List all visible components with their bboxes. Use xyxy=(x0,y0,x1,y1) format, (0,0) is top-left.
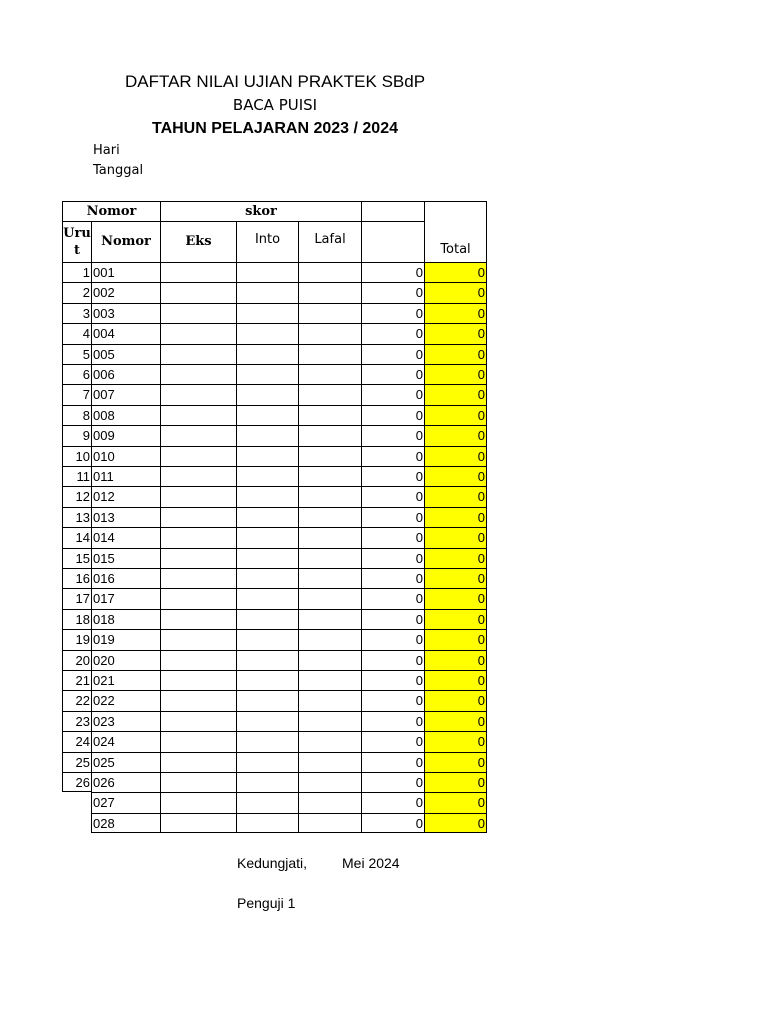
cell-lafal xyxy=(298,609,361,629)
cell-total: 0 xyxy=(424,650,487,670)
cell-nomor: 026 xyxy=(91,772,160,792)
cell-eks xyxy=(160,792,236,812)
cell-sum: 0 xyxy=(361,364,424,384)
cell-sum: 0 xyxy=(361,282,424,302)
header-into: Into xyxy=(236,221,298,262)
cell-urut: 4 xyxy=(62,323,91,343)
cell-lafal xyxy=(298,384,361,404)
cell-into xyxy=(236,323,298,343)
cell-lafal xyxy=(298,690,361,710)
cell-total: 0 xyxy=(424,262,487,282)
cell-into xyxy=(236,425,298,445)
cell-lafal xyxy=(298,262,361,282)
cell-eks xyxy=(160,690,236,710)
cell-urut: 20 xyxy=(62,650,91,670)
cell-sum: 0 xyxy=(361,792,424,812)
header-lafal: Lafal xyxy=(298,221,361,262)
cell-nomor: 005 xyxy=(91,344,160,364)
cell-urut: 19 xyxy=(62,629,91,649)
cell-urut: 26 xyxy=(62,772,91,792)
cell-lafal xyxy=(298,344,361,364)
cell-eks xyxy=(160,650,236,670)
cell-into xyxy=(236,507,298,527)
cell-into xyxy=(236,731,298,751)
cell-sum: 0 xyxy=(361,588,424,608)
cell-nomor: 004 xyxy=(91,323,160,343)
cell-total: 0 xyxy=(424,731,487,751)
cell-total: 0 xyxy=(424,568,487,588)
cell-nomor: 016 xyxy=(91,568,160,588)
header-total: Total xyxy=(424,201,487,262)
cell-nomor: 024 xyxy=(91,731,160,751)
cell-lafal xyxy=(298,792,361,812)
cell-nomor: 023 xyxy=(91,711,160,731)
cell-sum: 0 xyxy=(361,813,424,833)
cell-urut: 1 xyxy=(62,262,91,282)
cell-urut: 9 xyxy=(62,425,91,445)
cell-urut: 17 xyxy=(62,588,91,608)
cell-into xyxy=(236,344,298,364)
cell-urut: 23 xyxy=(62,711,91,731)
cell-eks xyxy=(160,323,236,343)
cell-total: 0 xyxy=(424,507,487,527)
cell-into xyxy=(236,262,298,282)
cell-nomor: 025 xyxy=(91,752,160,772)
cell-eks xyxy=(160,731,236,751)
cell-sum: 0 xyxy=(361,650,424,670)
cell-eks xyxy=(160,548,236,568)
cell-nomor: 007 xyxy=(91,384,160,404)
academic-year-line: TAHUN PELAJARAN 2023 / 2024 xyxy=(151,120,398,137)
document-title: DAFTAR NILAI UJIAN PRAKTEK SBdP xyxy=(124,72,426,91)
cell-lafal xyxy=(298,527,361,547)
hari-label: Hari xyxy=(93,143,120,158)
cell-into xyxy=(236,282,298,302)
signature-place: Kedungjati, xyxy=(237,855,308,871)
cell-into xyxy=(236,384,298,404)
header-eks: Eks xyxy=(160,221,236,262)
cell-eks xyxy=(160,711,236,731)
cell-urut: 5 xyxy=(62,344,91,364)
cell-total: 0 xyxy=(424,588,487,608)
cell-urut: 18 xyxy=(62,609,91,629)
cell-total: 0 xyxy=(424,303,487,323)
cell-sum: 0 xyxy=(361,384,424,404)
cell-lafal xyxy=(298,650,361,670)
cell-lafal xyxy=(298,731,361,751)
cell-into xyxy=(236,813,298,833)
cell-lafal xyxy=(298,670,361,690)
cell-eks xyxy=(160,384,236,404)
cell-into xyxy=(236,548,298,568)
cell-nomor: 008 xyxy=(91,405,160,425)
cell-sum: 0 xyxy=(361,629,424,649)
cell-sum: 0 xyxy=(361,303,424,323)
cell-sum: 0 xyxy=(361,609,424,629)
cell-lafal xyxy=(298,752,361,772)
cell-sum: 0 xyxy=(361,772,424,792)
cell-into xyxy=(236,609,298,629)
cell-sum: 0 xyxy=(361,690,424,710)
cell-total: 0 xyxy=(424,446,487,466)
cell-sum: 0 xyxy=(361,568,424,588)
cell-total: 0 xyxy=(424,323,487,343)
cell-lafal xyxy=(298,772,361,792)
document-subtitle: BACA PUISI xyxy=(232,96,318,114)
header-nomor-group: Nomor xyxy=(62,201,160,221)
header-nomor: Nomor xyxy=(91,221,160,262)
cell-nomor: 003 xyxy=(91,303,160,323)
cell-nomor: 021 xyxy=(91,670,160,690)
cell-urut: 8 xyxy=(62,405,91,425)
cell-total: 0 xyxy=(424,548,487,568)
cell-urut: 2 xyxy=(62,282,91,302)
cell-lafal xyxy=(298,629,361,649)
cell-nomor: 017 xyxy=(91,588,160,608)
cell-sum: 0 xyxy=(361,446,424,466)
cell-sum: 0 xyxy=(361,507,424,527)
cell-lafal xyxy=(298,568,361,588)
cell-lafal xyxy=(298,364,361,384)
header-skor-group: skor xyxy=(160,201,361,221)
cell-sum: 0 xyxy=(361,527,424,547)
cell-into xyxy=(236,772,298,792)
cell-eks xyxy=(160,813,236,833)
cell-eks xyxy=(160,629,236,649)
cell-total: 0 xyxy=(424,690,487,710)
cell-total: 0 xyxy=(424,711,487,731)
cell-sum: 0 xyxy=(361,752,424,772)
cell-nomor: 027 xyxy=(91,792,160,812)
tanggal-label: Tanggal xyxy=(93,163,144,178)
cell-nomor: 019 xyxy=(91,629,160,649)
cell-into xyxy=(236,568,298,588)
cell-lafal xyxy=(298,405,361,425)
cell-urut: 3 xyxy=(62,303,91,323)
cell-urut: 11 xyxy=(62,466,91,486)
cell-urut: 13 xyxy=(62,507,91,527)
cell-sum: 0 xyxy=(361,466,424,486)
cell-sum: 0 xyxy=(361,731,424,751)
cell-nomor: 011 xyxy=(91,466,160,486)
signature-date: Mei 2024 xyxy=(342,855,400,871)
header-blank-cell xyxy=(361,201,424,221)
cell-urut: 12 xyxy=(62,486,91,506)
cell-into xyxy=(236,486,298,506)
cell-into xyxy=(236,303,298,323)
cell-sum: 0 xyxy=(361,548,424,568)
cell-eks xyxy=(160,752,236,772)
cell-urut: 22 xyxy=(62,690,91,710)
cell-nomor: 018 xyxy=(91,609,160,629)
header-blank-cell xyxy=(361,221,424,262)
cell-urut: 25 xyxy=(62,752,91,772)
cell-nomor: 002 xyxy=(91,282,160,302)
cell-lafal xyxy=(298,323,361,343)
cell-nomor: 014 xyxy=(91,527,160,547)
cell-eks xyxy=(160,466,236,486)
cell-total: 0 xyxy=(424,752,487,772)
cell-urut: 24 xyxy=(62,731,91,751)
cell-nomor: 022 xyxy=(91,690,160,710)
cell-eks xyxy=(160,282,236,302)
cell-eks xyxy=(160,486,236,506)
cell-lafal xyxy=(298,466,361,486)
cell-lafal xyxy=(298,282,361,302)
cell-lafal xyxy=(298,711,361,731)
cell-urut: 16 xyxy=(62,568,91,588)
cell-total: 0 xyxy=(424,282,487,302)
cell-eks xyxy=(160,772,236,792)
cell-total: 0 xyxy=(424,405,487,425)
cell-total: 0 xyxy=(424,609,487,629)
cell-urut: 7 xyxy=(62,384,91,404)
cell-into xyxy=(236,364,298,384)
cell-total: 0 xyxy=(424,792,487,812)
cell-urut: 21 xyxy=(62,670,91,690)
examiner-label: Penguji 1 xyxy=(237,895,296,911)
cell-lafal xyxy=(298,548,361,568)
cell-total: 0 xyxy=(424,425,487,445)
cell-eks xyxy=(160,568,236,588)
cell-sum: 0 xyxy=(361,323,424,343)
cell-sum: 0 xyxy=(361,405,424,425)
cell-total: 0 xyxy=(424,527,487,547)
cell-into xyxy=(236,629,298,649)
cell-nomor: 013 xyxy=(91,507,160,527)
cell-lafal xyxy=(298,507,361,527)
cell-eks xyxy=(160,344,236,364)
header-urut: Uru t xyxy=(62,221,91,262)
cell-lafal xyxy=(298,303,361,323)
cell-nomor: 012 xyxy=(91,486,160,506)
cell-total: 0 xyxy=(424,670,487,690)
cell-nomor: 006 xyxy=(91,364,160,384)
cell-urut: 15 xyxy=(62,548,91,568)
cell-into xyxy=(236,670,298,690)
cell-sum: 0 xyxy=(361,262,424,282)
cell-nomor: 001 xyxy=(91,262,160,282)
cell-urut: 10 xyxy=(62,446,91,466)
cell-sum: 0 xyxy=(361,486,424,506)
cell-eks xyxy=(160,527,236,547)
cell-into xyxy=(236,527,298,547)
cell-total: 0 xyxy=(424,344,487,364)
cell-total: 0 xyxy=(424,466,487,486)
cell-into xyxy=(236,792,298,812)
cell-lafal xyxy=(298,588,361,608)
cell-into xyxy=(236,405,298,425)
cell-nomor: 009 xyxy=(91,425,160,445)
cell-eks xyxy=(160,446,236,466)
cell-total: 0 xyxy=(424,384,487,404)
cell-into xyxy=(236,446,298,466)
cell-into xyxy=(236,690,298,710)
cell-lafal xyxy=(298,425,361,445)
cell-eks xyxy=(160,425,236,445)
cell-sum: 0 xyxy=(361,670,424,690)
cell-into xyxy=(236,711,298,731)
cell-total: 0 xyxy=(424,772,487,792)
cell-eks xyxy=(160,405,236,425)
cell-sum: 0 xyxy=(361,425,424,445)
cell-urut: 6 xyxy=(62,364,91,384)
cell-eks xyxy=(160,507,236,527)
cell-lafal xyxy=(298,446,361,466)
cell-nomor: 015 xyxy=(91,548,160,568)
cell-eks xyxy=(160,303,236,323)
cell-into xyxy=(236,752,298,772)
cell-total: 0 xyxy=(424,364,487,384)
cell-nomor: 028 xyxy=(91,813,160,833)
cell-sum: 0 xyxy=(361,711,424,731)
cell-sum: 0 xyxy=(361,344,424,364)
cell-eks xyxy=(160,262,236,282)
cell-nomor: 010 xyxy=(91,446,160,466)
cell-into xyxy=(236,650,298,670)
cell-eks xyxy=(160,364,236,384)
cell-eks xyxy=(160,609,236,629)
cell-lafal xyxy=(298,486,361,506)
cell-into xyxy=(236,588,298,608)
cell-eks xyxy=(160,588,236,608)
cell-lafal xyxy=(298,813,361,833)
cell-eks xyxy=(160,670,236,690)
cell-into xyxy=(236,466,298,486)
cell-nomor: 020 xyxy=(91,650,160,670)
cell-urut: 14 xyxy=(62,527,91,547)
cell-total: 0 xyxy=(424,486,487,506)
cell-total: 0 xyxy=(424,629,487,649)
cell-total: 0 xyxy=(424,813,487,833)
